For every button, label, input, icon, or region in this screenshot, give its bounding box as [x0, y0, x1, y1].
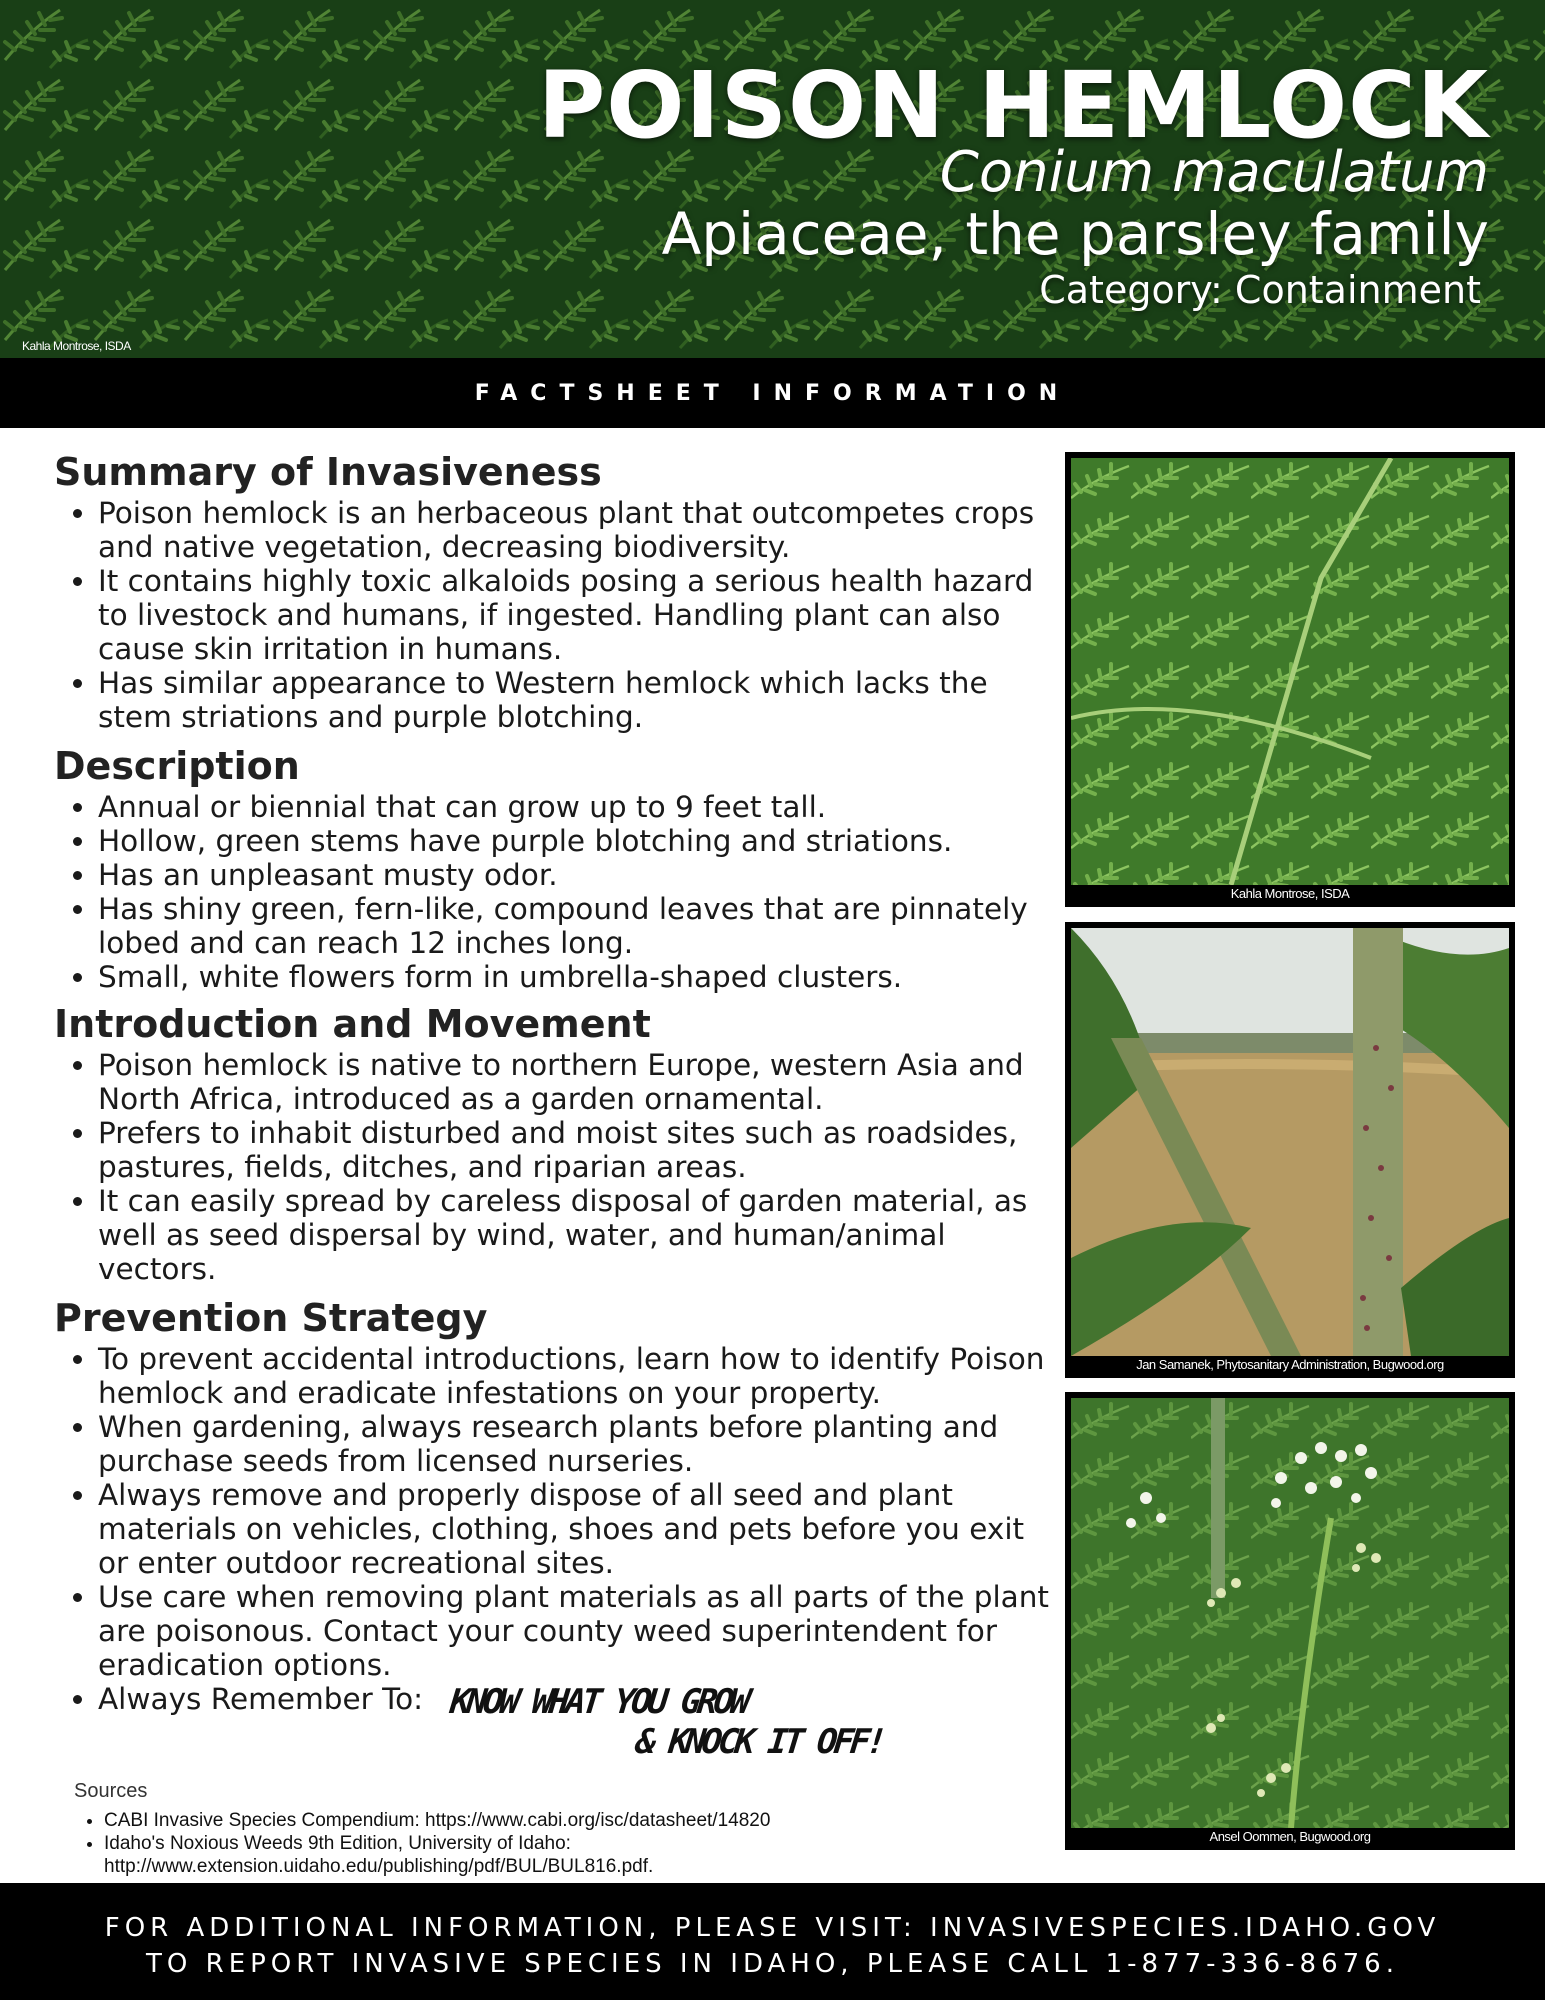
- list-item: • Has similar appearance to Western hemlock which lacks the stem striations and purple blotching.: [98, 666, 1054, 734]
- sources-section: [74, 1780, 974, 1878]
- list-item: • Poison hemlock is native to northern Europe, western Asia and North Africa, introduced as a garden ornamental.: [98, 1048, 1054, 1116]
- list-item: • Has shiny green, fern-like, compound leaves that are pinnately lobed and can reach 12 inches long.: [98, 892, 1054, 960]
- source-item: • Idaho's Noxious Weeds 9th Edition, University of Idaho: http://www.extension.uidaho.edu/publishing/pdf/BUL/BUL816.pdf.: [104, 1832, 974, 1878]
- source-item: • CABI Invasive Species Compendium: https://www.cabi.org/isc/datasheet/14820: [104, 1809, 974, 1832]
- list-item: • Hollow, green stems have purple blotching and striations.: [98, 824, 1054, 858]
- sources-label: Sources: [74, 1780, 148, 1802]
- section-heading: Prevention Strategy: [54, 1296, 488, 1340]
- section-heading: Description: [54, 744, 300, 788]
- section-prevention: [54, 1294, 1054, 1762]
- photo-flowers: [1065, 1392, 1515, 1850]
- list-item: • To prevent accidental introductions, learn how to identify Poison hemlock and eradicate infestations on your property.: [98, 1342, 1054, 1410]
- scientific-name: Conium maculatum: [939, 140, 1489, 205]
- slogan-line-1: KNOW WHAT YOU GROW: [448, 1682, 749, 1722]
- main-content: [54, 448, 1054, 1762]
- category-label: Category: Containment: [1039, 268, 1481, 312]
- photo-credit: Kahla Montrose, ISDA: [1230, 886, 1350, 901]
- white-flowers-image: [1071, 1398, 1509, 1828]
- photo-credit: Ansel Oommen, Bugwood.org: [1209, 1829, 1371, 1844]
- sources-list: [74, 1809, 974, 1878]
- section-heading: Summary of Invasiveness: [54, 450, 602, 494]
- footer: [0, 1883, 1545, 2000]
- section-introduction: [54, 1000, 1054, 1286]
- list-item: • Prefers to inhabit disturbed and moist sites such as roadsides, pastures, fields, ditches, and riparian areas.: [98, 1116, 1054, 1184]
- photo-credit: Jan Samanek, Phytosanitary Administration, Bugwood.org: [1136, 1357, 1444, 1372]
- page-title: POISON HEMLOCK: [537, 52, 1489, 159]
- fern-leaves-image: [1071, 458, 1509, 885]
- list-item-remember: [98, 1682, 1054, 1762]
- bullet-list: [54, 496, 1054, 734]
- bullet-list: [54, 790, 1054, 994]
- banner-label: FACTSHEET INFORMATION: [474, 380, 1071, 406]
- list-item: • When gardening, always research plants before planting and purchase seeds from licensed nurseries.: [98, 1410, 1054, 1478]
- header-hero: [0, 0, 1545, 358]
- list-item: • Use care when removing plant materials as all parts of the plant are poisonous. Contact your county weed superintendent for eradication options.: [98, 1580, 1054, 1682]
- list-item: • Poison hemlock is an herbaceous plant that outcompetes crops and native vegetation, decreasing biodiversity.: [98, 496, 1054, 564]
- factsheet-banner: [0, 358, 1545, 428]
- footer-website-line: FOR ADDITIONAL INFORMATION, PLEASE VISIT: INVASIVESPECIES.IDAHO.GOV: [104, 1913, 1441, 1943]
- list-item: • Annual or biennial that can grow up to 9 feet tall.: [98, 790, 1054, 824]
- list-item: • Always remove and properly dispose of all seed and plant materials on vehicles, clothing, shoes and pets before you exit or enter outdoor recreational sites.: [98, 1478, 1054, 1580]
- plant-family: Apiaceae, the parsley family: [661, 200, 1489, 268]
- photo-stems: [1065, 922, 1515, 1378]
- section-heading: Introduction and Movement: [54, 1002, 651, 1046]
- bullet-list: [54, 1342, 1054, 1762]
- slogan-handwritten: [444, 1682, 889, 1762]
- photo-leaves: [1065, 452, 1515, 907]
- section-description: [54, 742, 1054, 994]
- list-item: • Small, white flowers form in umbrella-shaped clusters.: [98, 960, 1054, 994]
- list-item: • It can easily spread by careless disposal of garden material, as well as seed dispersal by wind, water, and human/animal vectors.: [98, 1184, 1054, 1286]
- footer-phone-line: TO REPORT INVASIVE SPECIES IN IDAHO, PLEASE CALL 1-877-336-8676.: [146, 1949, 1399, 1979]
- header-photo-credit: Kahla Montrose, ISDA: [22, 339, 131, 353]
- remember-label: Always Remember To:: [98, 1682, 424, 1716]
- list-item: • It contains highly toxic alkaloids posing a serious health hazard to livestock and humans, if ingested. Handling plant can also cause skin irritation in humans.: [98, 564, 1054, 666]
- stem-field-image: [1071, 928, 1509, 1356]
- list-item: • Has an unpleasant musty odor.: [98, 858, 1054, 892]
- slogan-line-2: & KNOCK IT OFF!: [633, 1722, 886, 1762]
- section-summary: [54, 448, 1054, 734]
- bullet-list: [54, 1048, 1054, 1286]
